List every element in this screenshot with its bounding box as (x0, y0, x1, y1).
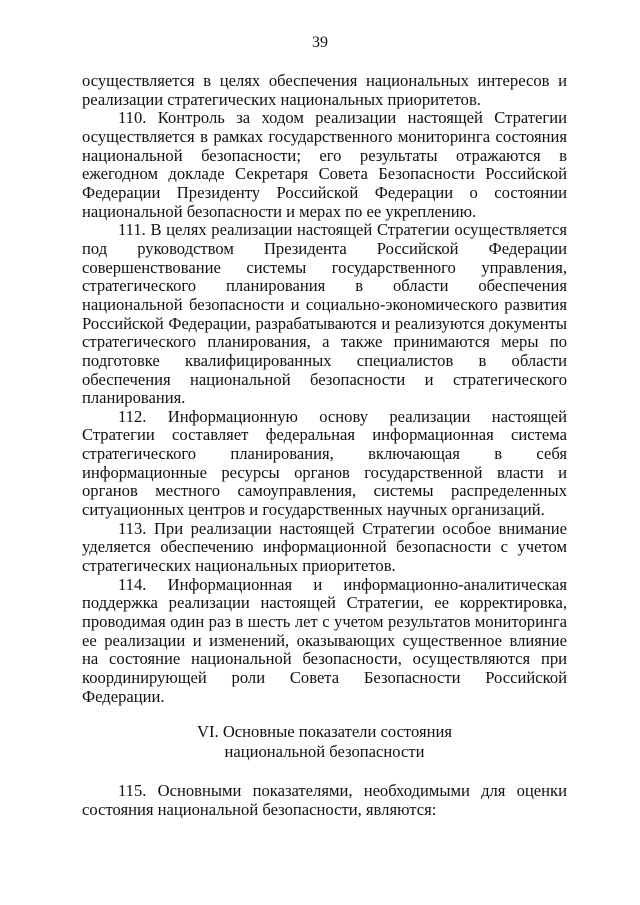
paragraph-115: 115. Основными показателями, необходимыми для оценки состояния национальной безопасности, являются: (82, 781, 567, 819)
section-heading-line-1: VI. Основные показатели состояния (197, 722, 452, 742)
paragraph-114: 114. Информационная и информационно-аналитическая поддержка реализации настоящей Стратегии, ее корректировка, проводимая один раз в шесть лет с учетом результатов мониторинга ее реализации и изменений, оказывающих существенное влияние на состояние национальной безопасности, осуществляются при координирующей роли Совета Безопасности Российской Федерации. (82, 574, 567, 706)
paragraph-112: 112. Информационную основу реализации настоящей Стратегии составляет федеральная информационная система стратегического планирования, включающая в себя информационные ресурсы органов государственной власти и органов местного самоуправления, системы распределенных ситуационных центров и государственных научных организаций. (82, 406, 567, 520)
section-heading-line-2: национальной безопасности (224, 742, 425, 762)
paragraph-113: 113. При реализации настоящей Стратегии особое внимание уделяется обеспечению информационной безопасности с учетом стратегических национальных приоритетов. (82, 518, 567, 576)
paragraph-111: 111. В целях реализации настоящей Стратегии осуществляется под руководством Президента Российской Федерации совершенствование системы государственного управления, стратегического планирования в области обеспечения национальной безопасности и социально-экономического развития Российской Федерации, разрабатываются и реализуются документы стратегического планирования, а также принимаются меры по подготовке квалифицированных специалистов в области обеспечения национальной безопасности и стратегического планирования. (82, 220, 567, 408)
section-heading (82, 722, 567, 762)
document-body (82, 72, 567, 820)
page-number: 39 (312, 34, 328, 51)
paragraph-continuation: осуществляется в целях обеспечения национальных интересов и реализации стратегических национальных приоритетов. (82, 71, 567, 109)
paragraph-110: 110. Контроль за ходом реализации настоящей Стратегии осуществляется в рамках государственного мониторинга состояния национальной безопасности; его результаты отражаются в ежегодном докладе Секретаря Совета Безопасности Российской Федерации Президенту Российской Федерации о состоянии национальной безопасности и мерах по ее укреплению. (82, 108, 567, 221)
